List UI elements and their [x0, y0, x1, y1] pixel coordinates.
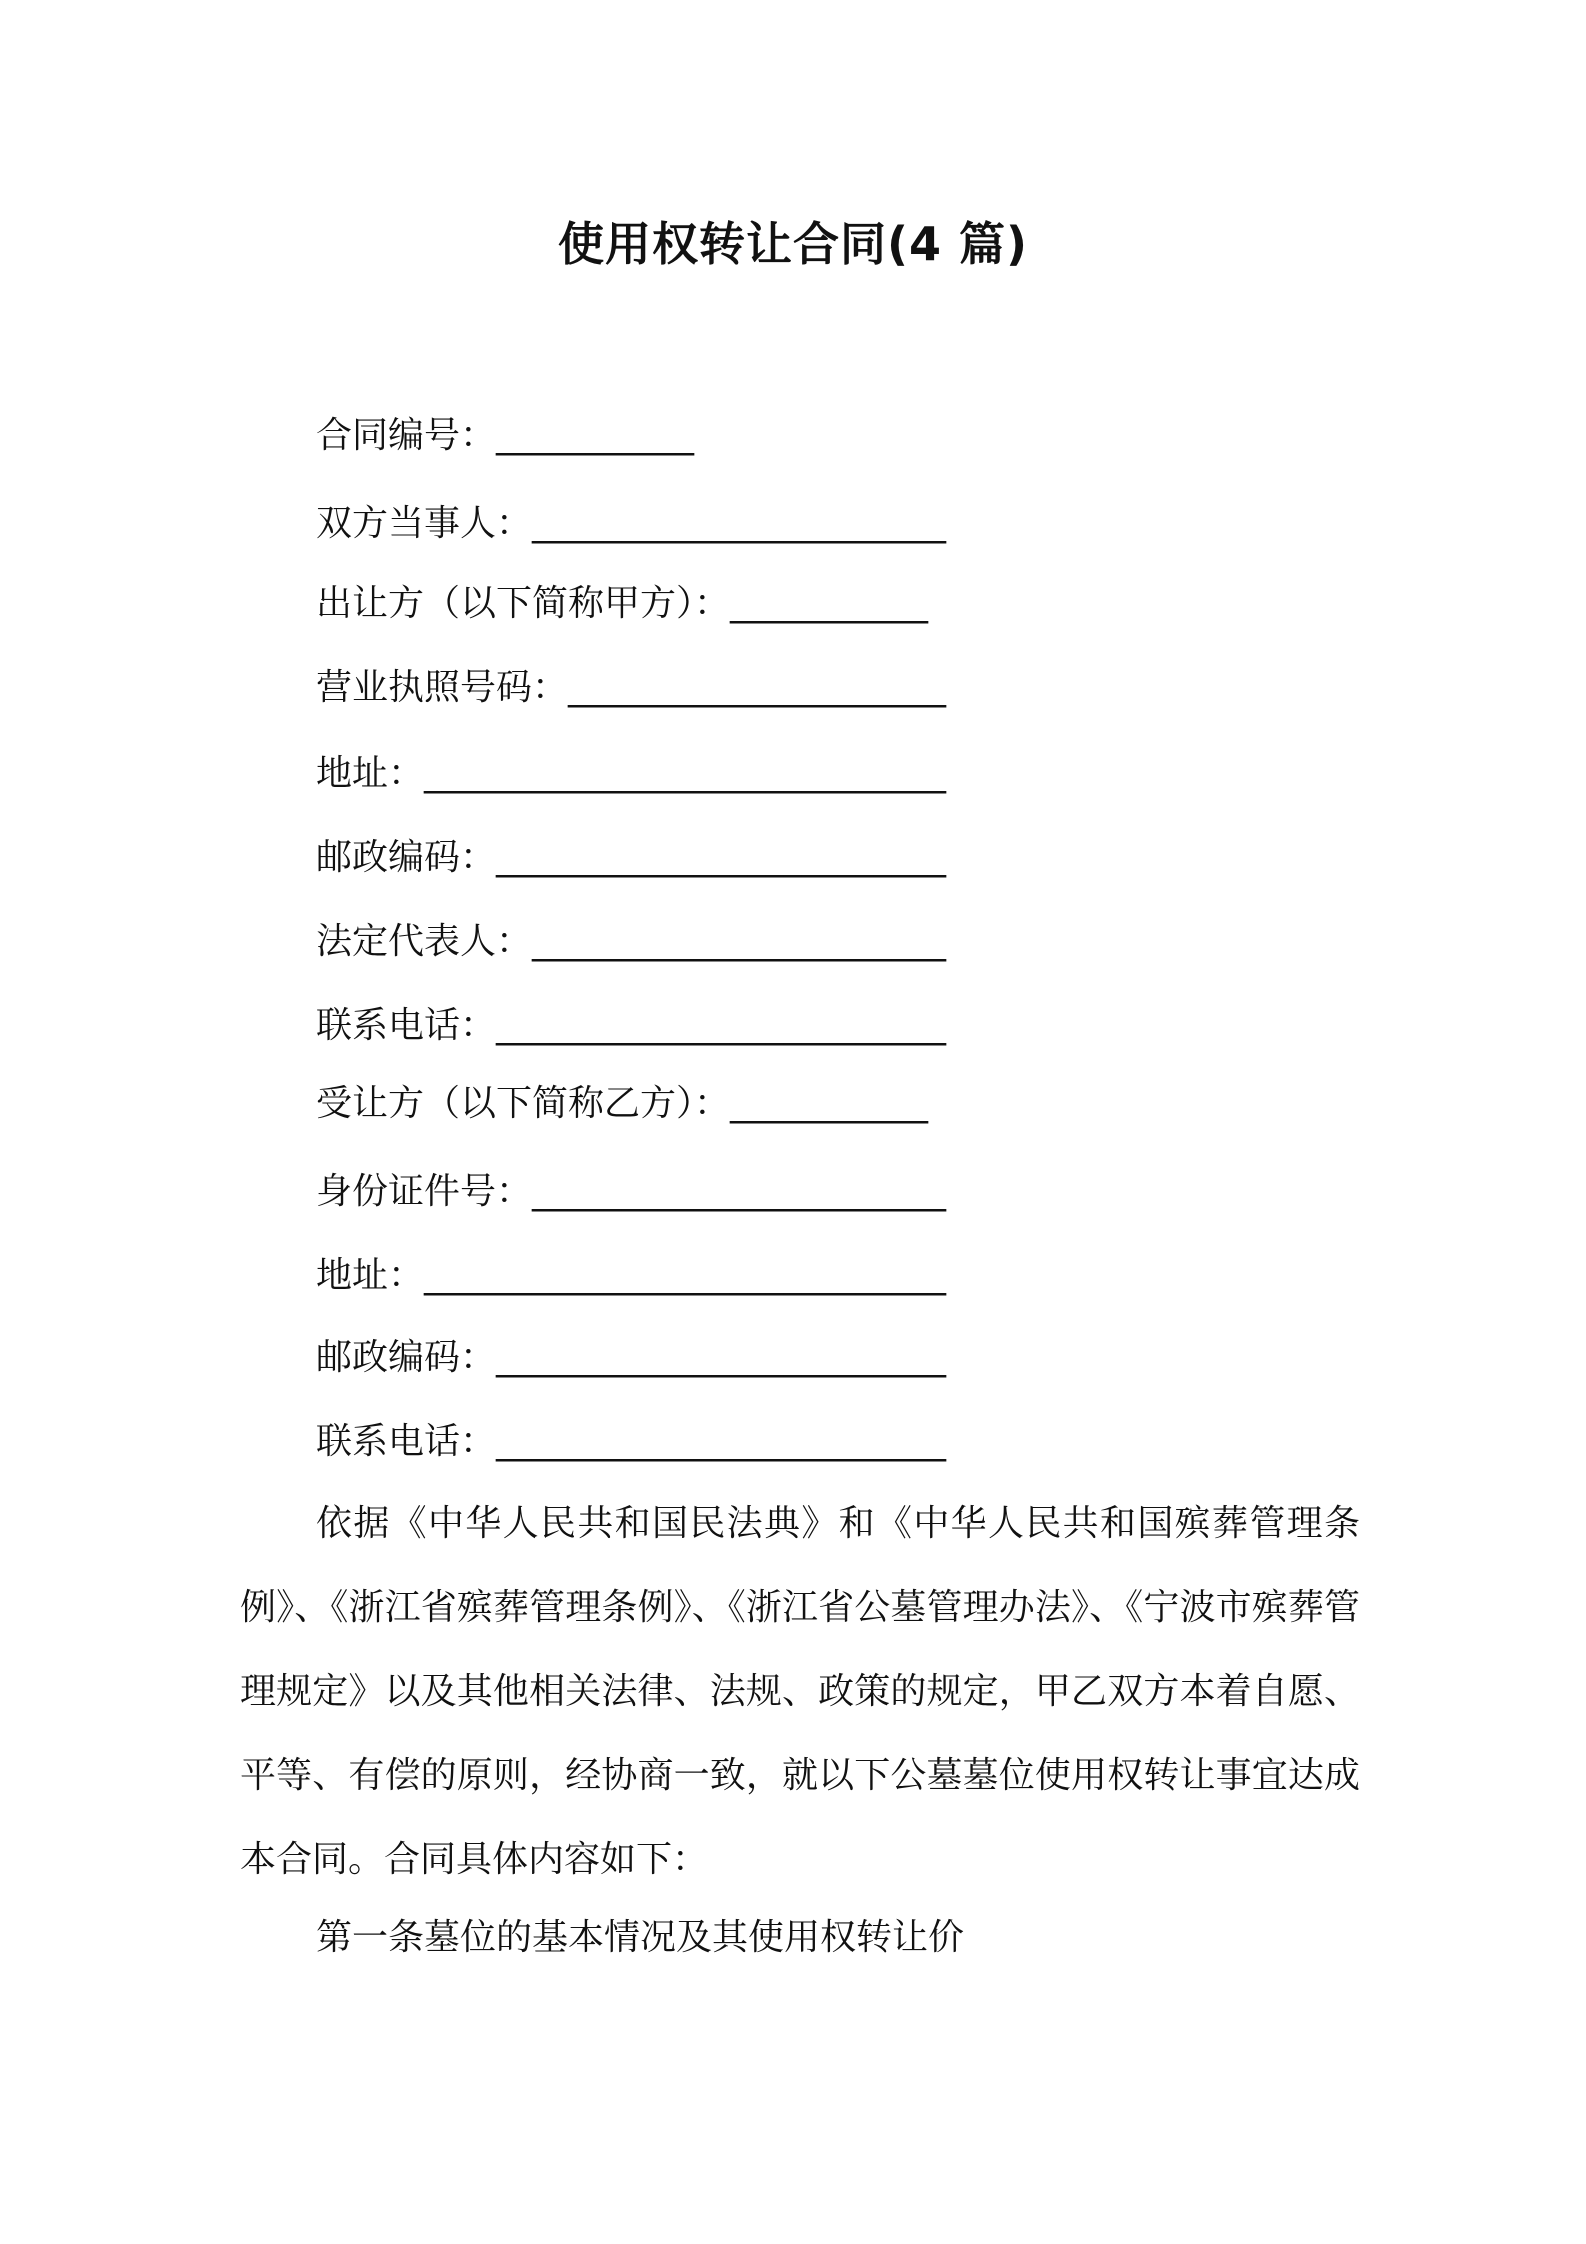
postal-code-b-field [316, 1334, 946, 1382]
field-label: 出让方（以下简称甲方）： [316, 583, 731, 624]
phone-b-field [316, 1418, 946, 1466]
field-blank: _______________________ [532, 503, 947, 544]
field-blank: _____________________ [568, 667, 947, 708]
legal-basis-paragraph: 依据《中华人民共和国民法典》和《中华人民共和国殡葬管理条例》、《浙江省殡葬管理条例》、《浙江省公墓管理办法》、《宁波市殡葬管理规定》以及其他相关法律、法规、政策的规定，甲乙双方本着自愿、平等、有偿的原则，经协商一致，就以下公墓墓位使用权转让事宜达成本合同。合同具体内容如下： [240, 1503, 1360, 1880]
field-blank: _______________________ [532, 921, 947, 962]
party-b-field [316, 1080, 928, 1128]
field-blank: ___________ [730, 1083, 929, 1124]
contract-number-field [316, 412, 694, 460]
section-heading: 第一条墓位的基本情况及其使用权转让价 [316, 1917, 965, 1958]
field-label: 联系电话： [316, 1421, 497, 1462]
field-blank: _________________________ [496, 837, 947, 878]
parties-field [316, 500, 946, 548]
postal-code-a-field [316, 834, 946, 882]
field-blank: _____________________________ [424, 1255, 947, 1296]
field-blank: _____________________________ [424, 753, 947, 794]
address-b-field [316, 1252, 946, 1300]
field-label: 邮政编码： [316, 1337, 497, 1378]
field-label: 身份证件号： [316, 1171, 533, 1212]
phone-a-field [316, 1002, 946, 1050]
party-a-field [316, 580, 928, 628]
field-blank: _______________________ [532, 1171, 947, 1212]
legal-rep-field [316, 918, 946, 966]
field-label: 联系电话： [316, 1005, 497, 1046]
id-number-field [316, 1168, 946, 1216]
field-blank: _________________________ [496, 1005, 947, 1046]
field-label: 邮政编码： [316, 837, 497, 878]
field-label: 双方当事人： [316, 503, 533, 544]
field-label: 法定代表人： [316, 921, 533, 962]
field-label: 合同编号： [316, 415, 497, 456]
field-label: 地址： [316, 1255, 425, 1296]
field-label: 地址： [316, 753, 425, 794]
field-blank: ___________ [496, 415, 695, 456]
field-blank: _________________________ [496, 1337, 947, 1378]
business-license-field [316, 664, 946, 712]
address-a-field [316, 750, 946, 798]
field-label: 受让方（以下简称乙方）： [316, 1083, 731, 1124]
field-blank: _________________________ [496, 1421, 947, 1462]
field-blank: ___________ [730, 583, 929, 624]
field-label: 营业执照号码： [316, 667, 569, 708]
document-title: 使用权转让合同(4 篇) [557, 217, 1029, 271]
